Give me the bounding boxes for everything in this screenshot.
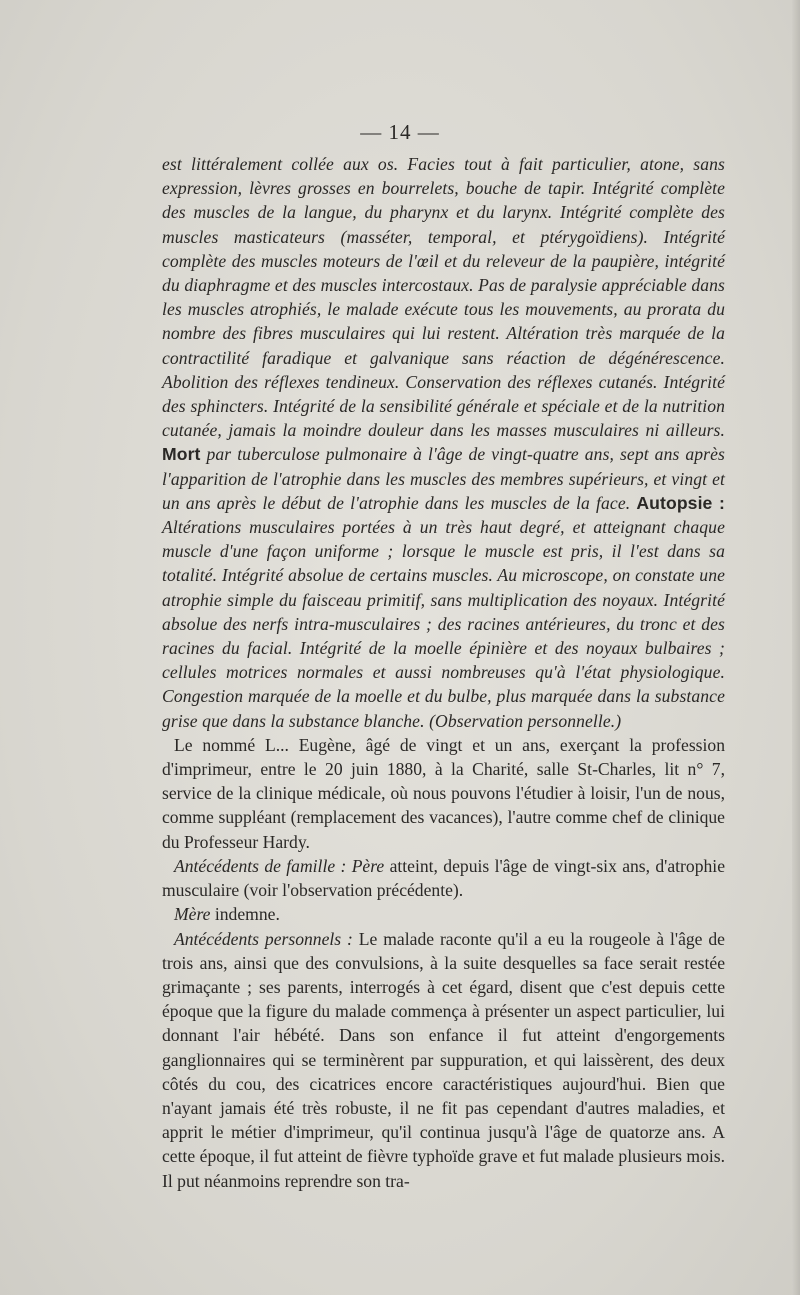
personal-history-paragraph: [162, 927, 725, 1193]
page-edge: [792, 0, 800, 1295]
father-label: Père: [351, 855, 385, 876]
intro-paragraph: Le nommé L... Eugène, âgé de vingt et un ans, exerçant la profession d'imprimeur, entre le 20 juin 1880, à la Charité, salle St-Charles, lit n° 7, service de la clinique médicale, où nous pouvons l'étudier à loisir, l'un de nous, comme suppléant (remplacement des vacances), l'autre comme chef de clinique du Professeur Hardy.: [162, 734, 725, 852]
mort-label: Mort: [162, 444, 201, 465]
mother-text: indemne.: [214, 904, 280, 925]
family-history-paragraph: [162, 854, 725, 902]
personal-history-label: Antécédents personnels :: [174, 928, 353, 949]
observation-part-3: Altérations musculaires portées à un très haut degré, et atteignant chaque muscle d'une façon uniforme ; lorsque le muscle est pris, il l'est dans sa totalité. Intégrité absolue de certains muscles. Au microscope, on constate une atrophie simple du faisceau primitif, sans multiplication des noyaux. Intégrité absolue des nerfs intra-musculaires ; des racines antérieures, du tronc et des racines du facial. Intégrité de la moelle épinière et des noyaux bulbaires ; cellules motrices normales et aussi nombreuses qu'à l'état physiologique. Congestion marquée de la moelle et du bulbe, plus marquée dans la substance grise que dans la substance blanche. (Observation personnelle.): [162, 517, 725, 731]
observation-part-1: est littéralement collée aux os. Facies tout à fait particulier, atone, sans expression, lèvres grosses en bourrelets, bouche de tapir. Intégrité complète des muscles de la langue, du pharynx et du larynx. Intégrité complète des muscles masticateurs (masséter, temporal, et ptérygoïdiens). Intégrité complète des muscles moteurs de l'œil et du releveur de la paupière, intégrité du diaphragme et des muscles intercostaux. Pas de paralysie appréciable dans les muscles atrophiés, le malade exécute tous les mouvements, au prorata du nombre des fibres musculaires qui lui restent. Altération très marquée de la contractilité faradique et galvanique sans réaction de dégénérescence. Abolition des réflexes tendineux. Conservation des réflexes cutanés. Intégrité des sphincters. Intégrité de la sensibilité générale et spéciale et de la nutrition cutanée, jamais la moindre douleur dans les masses musculaires ni ailleurs.: [162, 154, 725, 441]
observation-paragraph: [162, 152, 725, 733]
family-history-label: Antécédents de famille :: [174, 855, 347, 876]
mother-paragraph: [162, 902, 725, 926]
father-text: atteint, depuis l'âge de vingt-six ans, d'atrophie musculaire (voir l'observation précédente).: [162, 855, 725, 901]
autopsie-label: Autopsie :: [636, 492, 726, 513]
page-number: — 14 —: [360, 120, 440, 144]
personal-history-text: Le malade raconte qu'il a eu la rougeole à l'âge de trois ans, ainsi que des convulsions, à la suite desquelles sa face serait restée grimaçante ; ses parents, interrogés à cet égard, disent que c'est depuis cette époque que la figure du malade commença à présenter un aspect particulier, lui donnant l'air hébété. Dans son enfance il fut atteint d'engorgements ganglionnaires qui se terminèrent par suppuration, et qui laissèrent, des deux côtés du cou, des cicatrices encore caractéristiques aujourd'hui. Bien que n'ayant jamais été très robuste, il ne fit pas cependant d'autres maladies, et apprit le métier d'imprimeur, qu'il continua jusqu'à l'âge de quatorze ans. A cette époque, il fut atteint de fièvre typhoïde grave et fut malade plusieurs mois. Il put néanmoins reprendre son tra-: [162, 928, 725, 1191]
body-text: [162, 152, 725, 1193]
mother-label: Mère: [174, 904, 211, 925]
observation-part-2: par tuberculose pulmonaire à l'âge de vingt-quatre ans, sept ans après l'apparition de l'atrophie dans les muscles des membres supérieurs, et vingt et un ans après le début de l'atrophie dans les muscles de la face.: [162, 444, 725, 513]
